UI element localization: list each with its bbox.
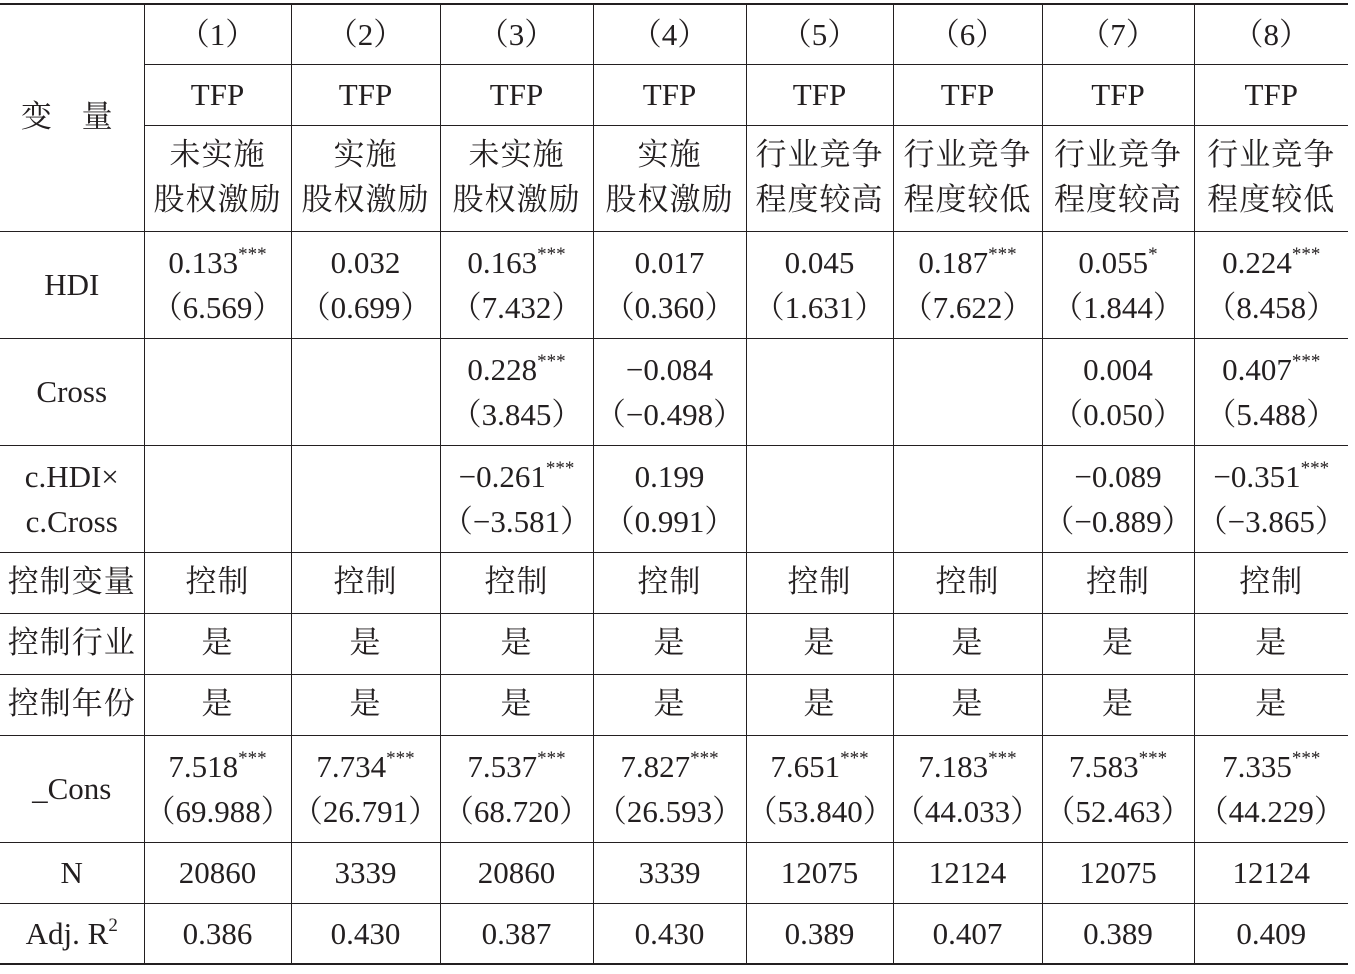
adj-r2-cell: 0.407 [893, 903, 1042, 964]
sig-stars: *** [386, 748, 415, 770]
t-stat: （53.840） [746, 793, 894, 829]
coef-value: 0.199 [634, 458, 705, 494]
row-adj-r2 [0, 903, 1348, 964]
t-stat: （5.488） [1205, 396, 1338, 432]
header-row-col-numbers [0, 4, 1348, 64]
col-number: （5） [746, 4, 893, 64]
coef-cell [746, 735, 893, 842]
coef-value: −0.351 [1213, 458, 1301, 494]
t-stat: （0.050） [1052, 396, 1184, 432]
industry-cell: 是 [144, 613, 291, 674]
sig-stars: *** [545, 458, 575, 480]
col-number: （1） [144, 4, 291, 64]
year-cell: 是 [144, 674, 291, 735]
row-label-industry: 控制行业 [0, 613, 144, 674]
dependent-var: TFP [893, 64, 1042, 125]
group-label: 行业竞争 程度较高 [746, 125, 893, 231]
col-number: （8） [1194, 4, 1348, 64]
group-label: 实施 股权激励 [593, 125, 746, 231]
t-stat: （26.791） [291, 793, 440, 829]
coef-cell [593, 231, 746, 338]
coef-value: 0.055 [1078, 244, 1149, 280]
coef-cell [440, 231, 593, 338]
coef-cell [144, 338, 291, 445]
t-stat: （1.844） [1052, 289, 1184, 325]
group-label: 未实施 股权激励 [144, 125, 291, 231]
coef-cell [746, 231, 893, 338]
t-stat: （3.845） [450, 396, 583, 432]
n-cell: 3339 [593, 842, 746, 903]
n-cell: 12075 [746, 842, 893, 903]
group-label: 行业竞争 程度较高 [1042, 125, 1194, 231]
row-year [0, 674, 1348, 735]
coef-value: 7.651 [770, 748, 841, 784]
control-cell: 控制 [1042, 552, 1194, 613]
control-cell: 控制 [593, 552, 746, 613]
coef-cell [144, 231, 291, 338]
coef-cell [746, 445, 893, 552]
sig-stars: *** [238, 748, 267, 770]
t-stat: （69.988） [144, 793, 292, 829]
control-cell: 控制 [893, 552, 1042, 613]
industry-cell: 是 [440, 613, 593, 674]
coef-value: 7.537 [467, 748, 538, 784]
row-label-cons: _Cons [0, 735, 144, 842]
variable-header: 变 量 [0, 4, 144, 231]
year-cell: 是 [1194, 674, 1348, 735]
coef-cell [440, 735, 593, 842]
coef-cell [593, 735, 746, 842]
coef-cell [1042, 231, 1194, 338]
coef-value: 0.004 [1083, 351, 1153, 387]
col-number: （4） [593, 4, 746, 64]
coef-cell [1194, 445, 1348, 552]
adj-r2-cell: 0.389 [1042, 903, 1194, 964]
row-controls [0, 552, 1348, 613]
coef-value: −0.261 [458, 458, 546, 494]
adj-r2-cell: 0.430 [593, 903, 746, 964]
sig-stars: *** [988, 244, 1017, 266]
coef-cell [440, 338, 593, 445]
coef-value: 7.335 [1222, 748, 1292, 784]
coef-cell [1042, 445, 1194, 552]
sig-stars: *** [1291, 351, 1321, 373]
coef-cell [291, 231, 440, 338]
dependent-var: TFP [593, 64, 746, 125]
t-stat: （8.458） [1205, 289, 1338, 325]
coef-cell [746, 338, 893, 445]
row-label-controls: 控制变量 [0, 552, 144, 613]
coef-cell [291, 338, 440, 445]
coef-cell [144, 445, 291, 552]
coef-value: 7.583 [1068, 748, 1139, 784]
sig-stars: *** [537, 244, 566, 266]
year-cell: 是 [291, 674, 440, 735]
header-row-dependent [0, 64, 1348, 125]
coef-value: 7.518 [168, 748, 239, 784]
industry-cell: 是 [1194, 613, 1348, 674]
row-label-adj-r2: Adj. $R^2$ [0, 903, 144, 964]
dependent-var: TFP [746, 64, 893, 125]
control-cell: 控制 [291, 552, 440, 613]
year-cell: 是 [893, 674, 1042, 735]
row-label-hdi: HDI [0, 231, 144, 338]
coef-cell [291, 445, 440, 552]
coef-cell [893, 445, 1042, 552]
adj-r2-cell: 0.387 [440, 903, 593, 964]
row-interaction [0, 445, 1348, 552]
sig-stars: *** [1291, 244, 1321, 266]
t-stat: （0.699） [299, 289, 432, 325]
industry-cell: 是 [893, 613, 1042, 674]
adj-r2-cell: 0.389 [746, 903, 893, 964]
coef-value: 0.045 [784, 244, 855, 280]
adj-r2-cell: 0.409 [1194, 903, 1348, 964]
coef-cell [593, 338, 746, 445]
t-stat: （26.593） [595, 793, 744, 829]
row-label-n: N [0, 842, 144, 903]
coef-value: 0.224 [1222, 244, 1292, 280]
t-stat: （−3.581） [441, 503, 592, 539]
coef-value: 0.017 [634, 244, 705, 280]
row-hdi [0, 231, 1348, 338]
row-label-interaction: c.HDI× c.Cross [0, 445, 144, 552]
coef-value: −0.084 [625, 351, 714, 387]
coef-value: −0.089 [1074, 458, 1162, 494]
dependent-var: TFP [291, 64, 440, 125]
row-cross [0, 338, 1348, 445]
group-label: 行业竞争 程度较低 [1194, 125, 1348, 231]
control-cell: 控制 [144, 552, 291, 613]
coef-value: 0.032 [330, 244, 401, 280]
row-cons [0, 735, 1348, 842]
t-stat: （0.360） [603, 289, 736, 325]
industry-cell: 是 [746, 613, 893, 674]
t-stat: （52.463） [1044, 793, 1192, 829]
adj-r2-cell: 0.430 [291, 903, 440, 964]
sig-stars: *** [1300, 458, 1330, 480]
coef-cell [1194, 231, 1348, 338]
row-industry [0, 613, 1348, 674]
t-stat: （−0.498） [594, 396, 745, 432]
sig-stars: *** [1138, 748, 1168, 770]
coef-cell [593, 445, 746, 552]
dependent-var: TFP [1194, 64, 1348, 125]
sig-stars: *** [1291, 748, 1321, 770]
year-cell: 是 [440, 674, 593, 735]
industry-cell: 是 [593, 613, 746, 674]
coef-value: 7.183 [918, 748, 989, 784]
n-cell: 12124 [893, 842, 1042, 903]
n-cell: 3339 [291, 842, 440, 903]
t-stat: （44.033） [893, 793, 1042, 829]
coef-value: 0.163 [467, 244, 538, 280]
industry-cell: 是 [291, 613, 440, 674]
control-cell: 控制 [1194, 552, 1348, 613]
group-label: 行业竞争 程度较低 [893, 125, 1042, 231]
t-stat: （68.720） [442, 793, 591, 829]
group-label: 未实施 股权激励 [440, 125, 593, 231]
col-number: （7） [1042, 4, 1194, 64]
t-stat: （6.569） [151, 289, 284, 325]
coef-cell [144, 735, 291, 842]
col-number: （3） [440, 4, 593, 64]
row-n [0, 842, 1348, 903]
sig-stars: *** [840, 748, 869, 770]
sig-stars: * [1148, 244, 1158, 266]
row-label-year: 控制年份 [0, 674, 144, 735]
t-stat: （0.991） [603, 503, 736, 539]
dependent-var: TFP [440, 64, 593, 125]
t-stat: （1.631） [753, 289, 886, 325]
coef-value: 0.407 [1222, 351, 1292, 387]
group-label: 实施 股权激励 [291, 125, 440, 231]
sig-stars: *** [537, 351, 566, 373]
coef-value: 0.228 [467, 351, 538, 387]
t-stat: （−3.865） [1196, 503, 1346, 539]
regression-table [0, 3, 1348, 965]
n-cell: 12075 [1042, 842, 1194, 903]
industry-cell: 是 [1042, 613, 1194, 674]
year-cell: 是 [746, 674, 893, 735]
coef-value: 0.187 [918, 244, 989, 280]
coef-value: 7.734 [316, 748, 387, 784]
coef-cell [1042, 735, 1194, 842]
coef-cell [893, 735, 1042, 842]
dependent-var: TFP [1042, 64, 1194, 125]
dependent-var: TFP [144, 64, 291, 125]
n-cell: 20860 [440, 842, 593, 903]
sig-stars: *** [537, 748, 566, 770]
coef-value: 7.827 [620, 748, 691, 784]
coef-cell [1194, 338, 1348, 445]
year-cell: 是 [593, 674, 746, 735]
adj-r2-cell: 0.386 [144, 903, 291, 964]
t-stat: （44.229） [1197, 793, 1345, 829]
n-cell: 20860 [144, 842, 291, 903]
sig-stars: *** [238, 244, 267, 266]
coef-cell [1194, 735, 1348, 842]
t-stat: （−0.889） [1043, 503, 1193, 539]
header-row-groups [0, 125, 1348, 231]
coef-cell [440, 445, 593, 552]
control-cell: 控制 [746, 552, 893, 613]
coef-cell [291, 735, 440, 842]
t-stat: （7.432） [450, 289, 583, 325]
t-stat: （7.622） [901, 289, 1034, 325]
year-cell: 是 [1042, 674, 1194, 735]
control-cell: 控制 [440, 552, 593, 613]
coef-cell [893, 338, 1042, 445]
sig-stars: *** [690, 748, 719, 770]
row-label-cross: Cross [0, 338, 144, 445]
col-number: （2） [291, 4, 440, 64]
coef-value: 0.133 [168, 244, 239, 280]
col-number: （6） [893, 4, 1042, 64]
n-cell: 12124 [1194, 842, 1348, 903]
coef-cell [1042, 338, 1194, 445]
sig-stars: *** [988, 748, 1017, 770]
coef-cell [893, 231, 1042, 338]
